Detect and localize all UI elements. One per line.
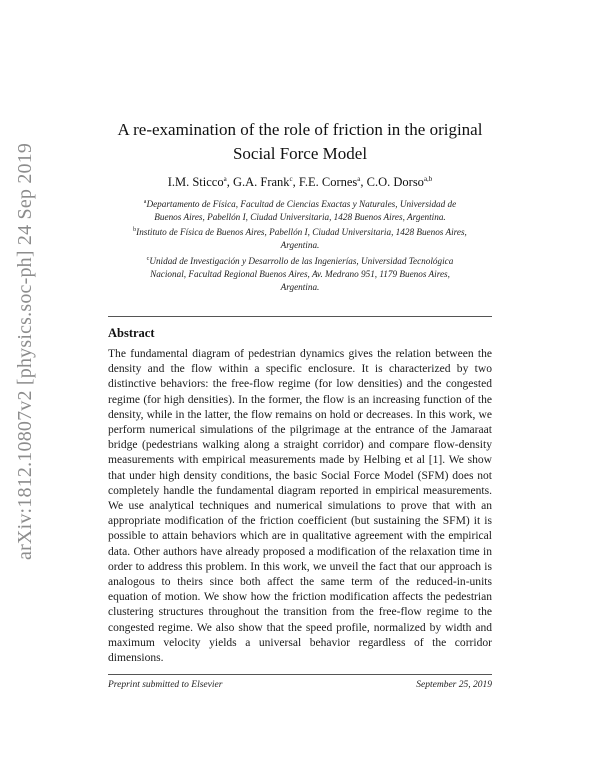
affiliation-text: Departamento de Física, Facultad de Ciencias Exactas y Naturales, Universidad de Buenos Aires, Pabellón I, Ciudad Universitaria, 1428 Buenos Aires, Argentina. — [146, 199, 457, 223]
paper-title — [90, 118, 510, 166]
author-list: I.M. Sticco$^a$, G.A. Frank$^c$, F.E. Cornes$^a$, C.O. Dorso$^{a,b}$ — [167, 175, 433, 190]
author-name: F.E. Cornes — [298, 175, 358, 190]
abstract-heading: Abstract — [108, 326, 155, 340]
footer-preprint-note: Preprint submitted to Elsevier — [108, 680, 223, 690]
affiliation-text: Unidad de Investigación y Desarrollo de las Ingenierías, Universidad Tecnológica Nacional, Facultad Regional Buenos Aires, Av. Medrano 951, 1179 Buenos Aires, Argentina. — [149, 255, 454, 292]
footer-date: September 25, 2019 — [416, 680, 492, 690]
author-affiliation-mark: a — [357, 175, 361, 183]
arxiv-identifier: arXiv:1812.10807v2 [physics.soc-ph] 24 Sep 2019 — [14, 142, 36, 560]
affiliation-list — [132, 196, 468, 294]
affiliation-item — [132, 196, 468, 224]
author-affiliation-mark: c — [289, 175, 293, 183]
affiliation-mark: b — [133, 227, 137, 234]
affiliation-mark: c — [146, 255, 150, 262]
affiliation-item — [132, 224, 468, 252]
affiliation-item — [132, 253, 468, 294]
author-name: G.A. Frank — [232, 175, 290, 190]
abstract-body: The fundamental diagram of pedestrian dynamics gives the relation between the density and the flow within a specific enclosure. It is characterized by two distinctive behaviors: the free-flow regime (for low densities) and the congested regime (for high densities). In the former, the flow is an increasing function of the density, while in the latter, the flow remains on hold or decreases. In this work, we perform numerical simulations of the pilgrimage at the entrance of the Jamaraat bridge (pedestrians walking along a straight corridor) and compare flow-density measurements with empirical measurements made by Helbing et al [1]. We show that under high density conditions, the basic Social Force Model (SFM) does not completely handle the fundamental diagram reported in empirical measurements. We use analytical techniques and numerical simulations to prove that with an appropriate modification of the friction coefficient (but sustaining the SFM) it is possible to attain behaviors which are in qualitative agreement with the empirical data. Other authors have already proposed a modification of the relaxation time in order to address this problem. In this work, we unveil the fact that our approach is analogous to theirs since both affect the same term of the reduced-in-units equation of motion. We show how the friction modification affects the pedestrian clustering structures throughout the transition from the free-flow regime to the congested regime. We also show that the speed profile, normalized by width and maximum velocity yields a universal behavior regardless of the corridor dimensions. — [108, 348, 492, 665]
author-name: I.M. Sticco — [167, 175, 224, 190]
paper-title-line-1: A re-examination of the role of friction in the original — [117, 120, 483, 139]
paper-title-line-2: Social Force Model — [232, 144, 368, 163]
page-footer — [108, 680, 492, 690]
author-affiliation-mark: a — [223, 175, 227, 183]
affiliation-text: Instituto de Física de Buenos Aires, Pabellón I, Ciudad Universitaria, 1428 Buenos Aires, Argentina. — [136, 227, 467, 251]
affiliation-mark: a — [143, 199, 147, 205]
abstract-bottom-rule — [108, 674, 492, 675]
author-name: C.O. Dorso — [366, 175, 424, 190]
author-affiliation-mark: a,b — [423, 175, 433, 183]
abstract-section — [108, 316, 492, 675]
